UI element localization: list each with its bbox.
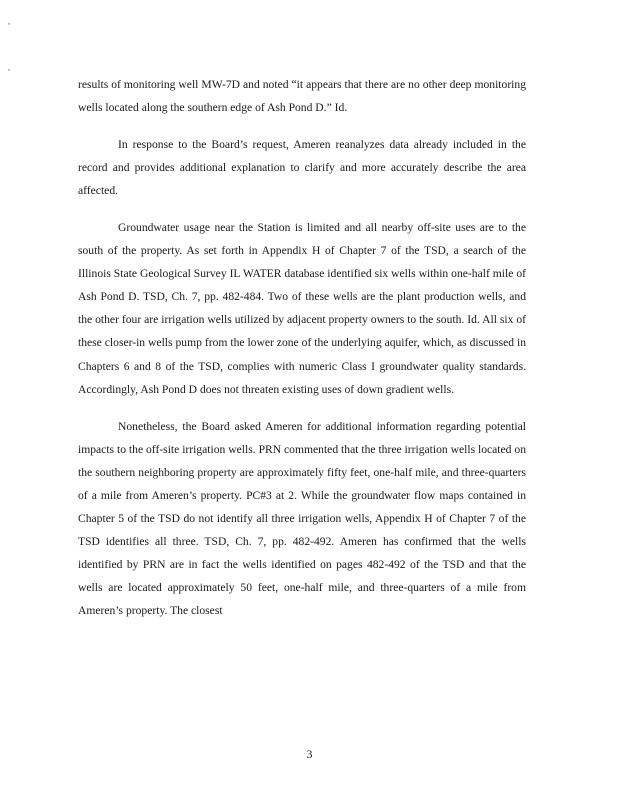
paragraph: Nonetheless, the Board asked Ameren for additional information regarding potential impacts to the off-site irrigation wells. PRN commented that the three irrigation wells located on the southern neighboring property are approximately fifty feet, one-half mile, and three-quarters of a mile from Ameren’s property. PC#3 at 2. While the groundwater flow maps contained in Chapter 5 of the TSD do not identify all three irrigation wells, Appendix H of Chapter 7 of the TSD identifies all three. TSD, Ch. 7, pp. 482-492. Ameren has confirmed that the wells identified by PRN are in fact the wells identified on pages 482-492 of the TSD and that the wells are located approximately 50 feet, one-half mile, and three-quarters of a mile from Ameren’s property. The closest <box>78 419 526 617</box>
paragraph: Groundwater usage near the Station is limited and all nearby off-site uses are to the south of the property. As set forth in Appendix H of Chapter 7 of the TSD, a search of the Illinois State Geological Survey IL WATER database identified six wells within one-half mile of Ash Pond D. TSD, Ch. 7, pp. 482-484. Two of these wells are the plant production wells, and the other four are irrigation wells utilized by adjacent property owners to the south. Id. All six of these closer-in wells pump from the lower zone of the underlying aquifer, which, as discussed in Chapters 6 and 8 of the TSD, complies with numeric Class I groundwater quality standards. Accordingly, Ash Pond D does not threaten existing uses of down gradient wells. <box>78 221 526 396</box>
margin-mark: , <box>8 17 10 26</box>
paragraph-continuation: results of monitoring well MW-7D and noted “it appears that there are no other deep monitoring wells located along the southern edge of Ash Pond D.” Id. <box>78 78 526 115</box>
paragraph: In response to the Board’s request, Ameren reanalyzes data already included in the record and provides additional explanation to clarify and more accurately describe the area affected. <box>78 138 526 198</box>
page-number: 3 <box>306 748 313 761</box>
body-text <box>78 73 526 622</box>
margin-mark: , <box>8 63 10 72</box>
